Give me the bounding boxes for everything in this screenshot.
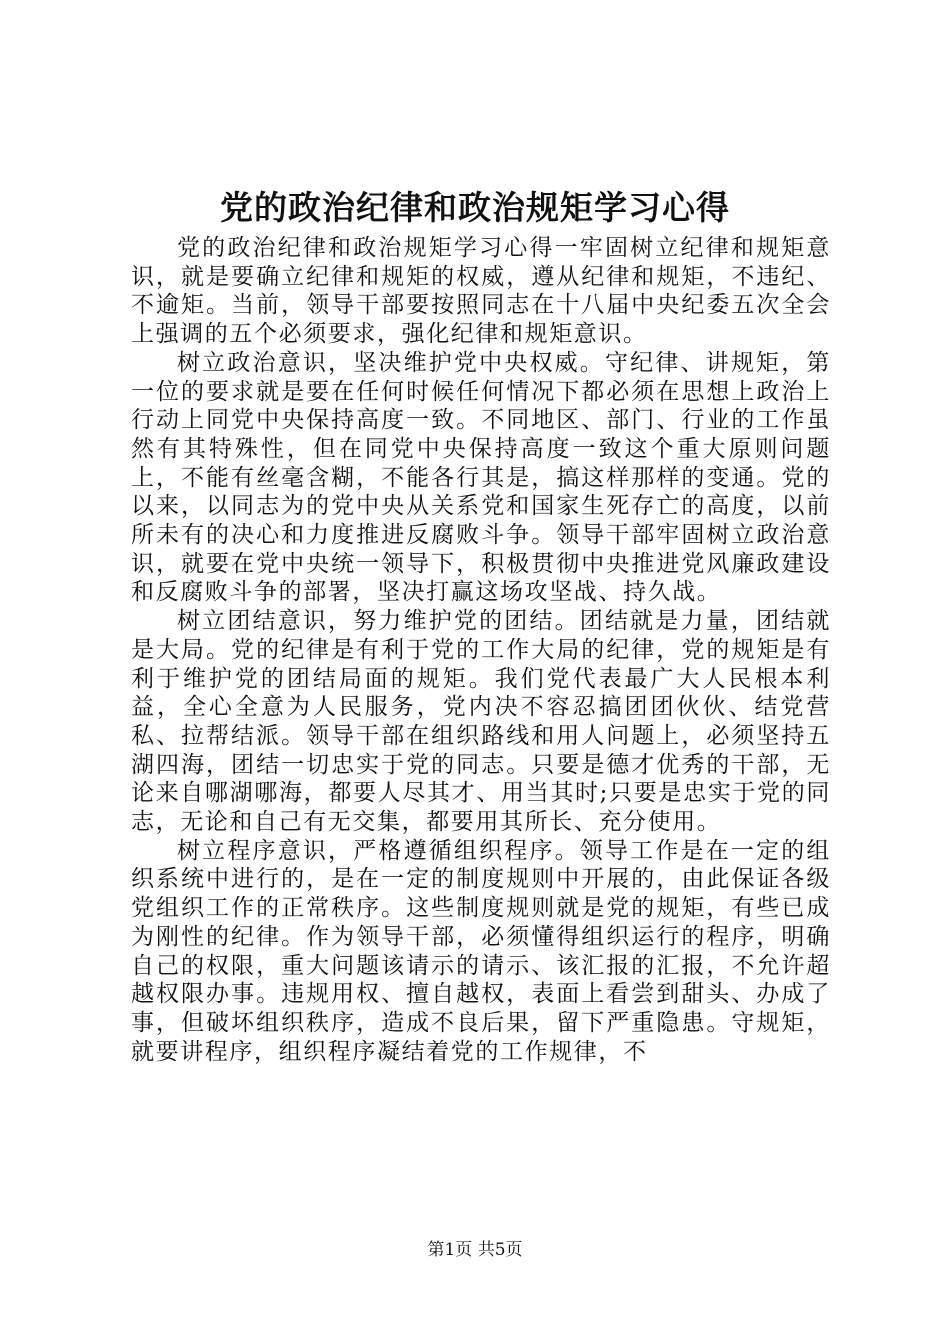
paragraph-political-awareness: 树立政治意识，坚决维护党中央权威。守纪律、讲规矩，第一位的要求就是要在任何时候任何情况下都必须在思想上政治上行动上同党中央保持高度一致。不同地区、部门、行业的工作虽然有其特殊性，但在同党中央保持高度一致这个重大原则问题上，不能有丝毫含糊，不能各行其是，搞这样那样的变通。党的以来，以同志为的党中央从关系党和国家生死存亡的高度，以前所未有的决心和力度推进反腐败斗争。领导干部牢固树立政治意识，就要在党中央统一领导下，积极贯彻中央推进党风廉政建设和反腐败斗争的部署，坚决打赢这场攻坚战、持久战。	[131, 349, 831, 606]
document-body	[131, 234, 831, 1066]
paragraph-intro: 党的政治纪律和政治规矩学习心得一牢固树立纪律和规矩意识，就是要确立纪律和规矩的权威，遵从纪律和规矩，不违纪、不逾矩。当前，领导干部要按照同志在十八届中央纪委五次全会上强调的五个必须要求，强化纪律和规矩意识。	[131, 235, 831, 348]
paragraph-unity-awareness: 树立团结意识，努力维护党的团结。团结就是力量，团结就是大局。党的纪律是有利于党的工作大局的纪律，党的规矩是有利于维护党的团结局面的规矩。我们党代表最广大人民根本利益，全心全意为人民服务，党内决不容忍搞团团伙伙、结党营私、拉帮结派。领导干部在组织路线和用人问题上，必须坚持五湖四海，团结一切忠实于党的同志。只要是德才优秀的干部，无论来自哪湖哪海，都要人尽其才、用当其时;只要是忠实于党的同志，无论和自己有无交集，都要用其所长、充分使用。	[131, 608, 831, 836]
document-title: 党的政治纪律和政治规矩学习心得	[220, 188, 730, 227]
paragraph-procedure-awareness: 树立程序意识，严格遵循组织程序。领导工作是在一定的组织系统中进行的，是在一定的制度规则中开展的，由此保证各级党组织工作的正常秩序。这些制度规则就是党的规矩，有些已成为刚性的纪律。作为领导干部，必须懂得组织运行的程序，明确自己的权限，重大问题该请示的请示、该汇报的汇报，不允许超越权限办事。违规用权、擅自越权，表面上看尝到甜头、办成了事，但破坏组织秩序，造成不良后果，留下严重隐患。守规矩，就要讲程序，组织程序凝结着党的工作规律，不	[131, 837, 831, 1065]
page-number-footer: 第1页 共5页	[427, 1240, 523, 1260]
